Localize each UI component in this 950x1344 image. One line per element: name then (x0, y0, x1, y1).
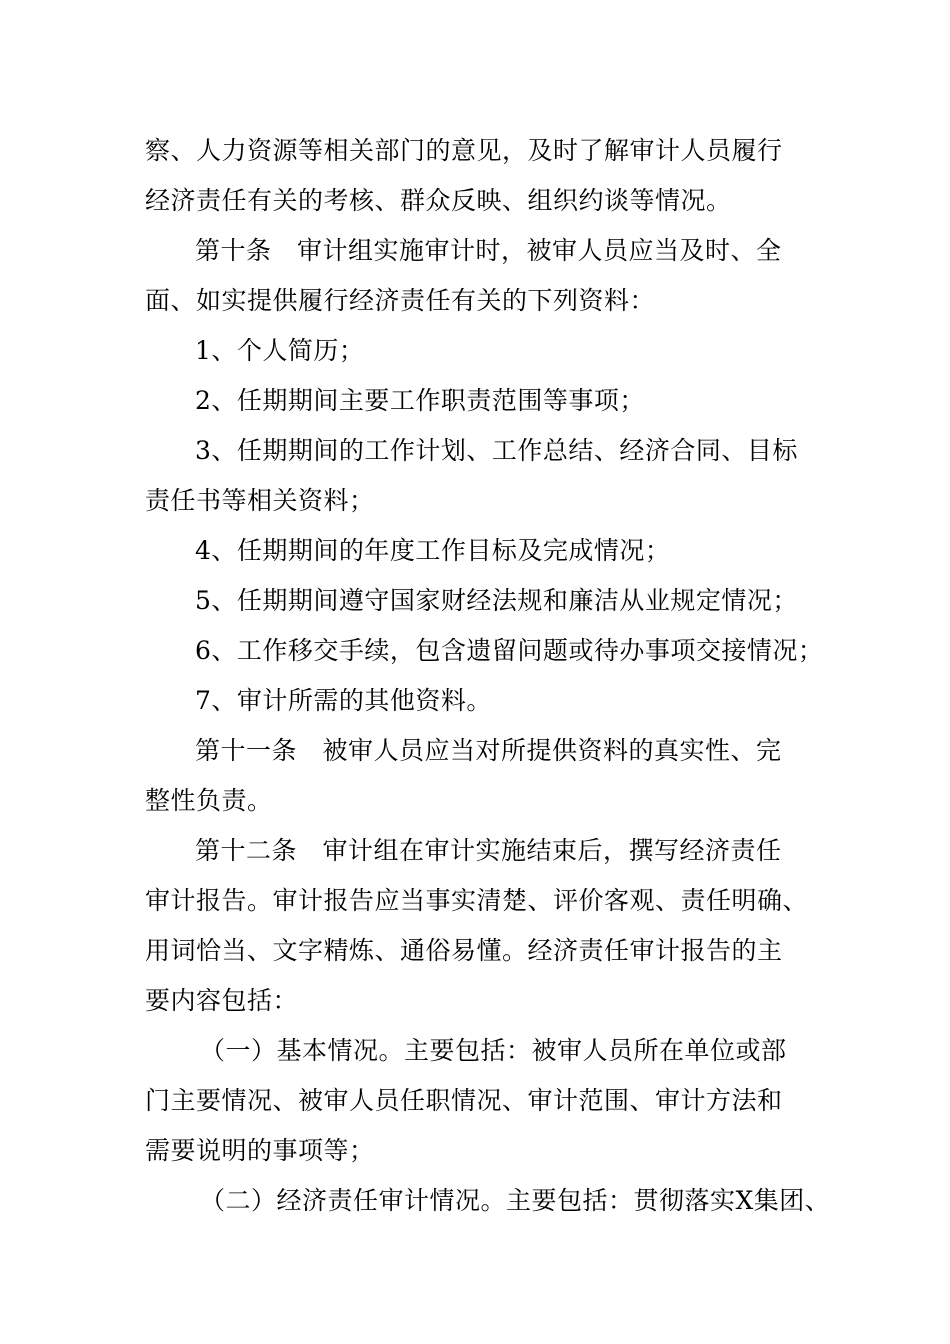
list-item: 4、任期期间的年度工作目标及完成情况； (195, 536, 671, 565)
list-item: 2、任期期间主要工作职责范围等事项； (195, 386, 645, 415)
article-11-heading: 第十一条 被审人员应当对所提供资料的真实性、完 (195, 736, 782, 765)
text-line: 整性负责。 (145, 786, 273, 815)
text-line: 审计报告。审计报告应当事实清楚、评价客观、责任明确、 (145, 886, 809, 915)
list-item: 1、个人简历； (195, 336, 365, 365)
text-line: 要内容包括： (145, 986, 299, 1015)
article-12-heading: 第十二条 审计组在审计实施结束后，撰写经济责任 (195, 836, 782, 865)
subsection-2: （二）经济责任审计情况。主要包括：贯彻落实X集团、 (200, 1186, 831, 1215)
list-item: 6、工作移交手续，包含遗留问题或待办事项交接情况； (195, 636, 824, 665)
list-item: 3、任期期间的工作计划、工作总结、经济合同、目标 (195, 436, 798, 465)
text-line: 察、人力资源等相关部门的意见，及时了解审计人员履行 (145, 136, 783, 165)
article-10-heading: 第十条 审计组实施审计时，被审人员应当及时、全 (195, 236, 782, 265)
text-line: 面、如实提供履行经济责任有关的下列资料： (145, 286, 656, 315)
text-line: 需要说明的事项等； (145, 1136, 375, 1165)
subsection-1: （一）基本情况。主要包括：被审人员所在单位或部 (200, 1036, 787, 1065)
list-item: 7、审计所需的其他资料。 (195, 686, 492, 715)
text-line: 门主要情况、被审人员任职情况、审计范围、审计方法和 (145, 1086, 783, 1115)
text-line: 责任书等相关资料； (145, 486, 375, 515)
text-line: 经济责任有关的考核、群众反映、组织约谈等情况。 (145, 186, 732, 215)
text-line: 用词恰当、文字精炼、通俗易懂。经济责任审计报告的主 (145, 936, 783, 965)
list-item: 5、任期期间遵守国家财经法规和廉洁从业规定情况； (195, 586, 798, 615)
